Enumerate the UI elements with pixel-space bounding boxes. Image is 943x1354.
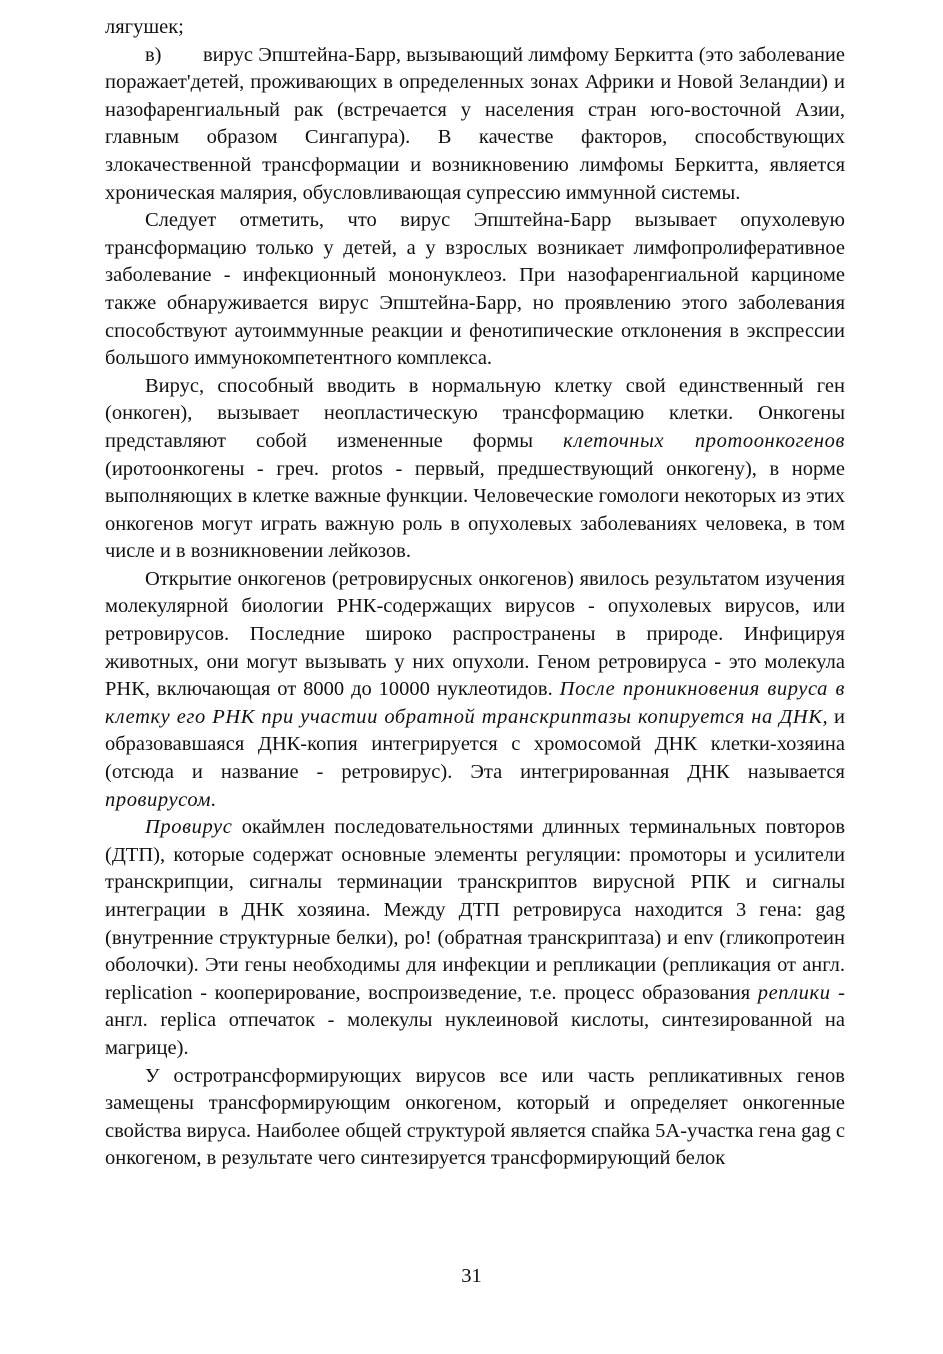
paragraph-oncogenes-text-a: Вирус, способный вводить в нормальную клетку свой единственный ген (онкоген), вызывает неопластическую трансформацию клетки. Онкогены представляют собой измененные формы <box>105 374 845 452</box>
paragraph-provirus <box>105 814 845 1062</box>
paragraph-retroviruses <box>105 566 845 814</box>
paragraph-oncogenes-text-b: (иротоонкогены - греч. protos - первый, предшествующий онкогену), в норме выполняющих в клетке важные функции. Человеческие гомологи некоторых из этих онкогенов могут играть важную роль в опухолевых заболеваниях человека, в том числе и в возникновении лейкозов. <box>105 457 845 563</box>
list-marker-v: в) <box>145 43 162 66</box>
paragraph-oncogenes <box>105 373 845 566</box>
list-item-v <box>105 42 845 208</box>
paragraph-provirus-text-a: окаймлен последовательностями длинных терминальных повторов (ДТП), которые содержат основные элементы регуляции: промоторы и усилители транскрипции, сигналы терминации транскриптов вирусной РПК и сигналы интеграции в ДНК хозяина. Между ДТП ретровируса находится 3 гена: gag (внутренние структурные белки), po! (обратная транскриптаза) и env (гликопротеин оболочки). Эти гены необходимы для инфекции и репликации (репликация от англ. replication - кооперирование, воспроизведение, т.е. процесс образования <box>105 816 845 1004</box>
page-number: 31 <box>461 1265 482 1287</box>
paragraph-retroviruses-text-a: Открытие онкогенов (ретровирусных онкогенов) явилось результатом изучения молекулярной биологии РНК-содержащих вирусов - опухолевых вирусов, или ретровирусов. Последние широко распространены в природе. Инфицируя животных, они могут вызывать у них опухоли. Геном ретровируса - это молекула РНК, включающая от 8000 до 10000 нуклеотидов. <box>105 567 845 701</box>
paragraph-transforming-viruses: У остротрансформирующих вирусов все или часть репликативных генов замещены трансформирующим онкогеном, который и определяет онкогенные свойства вируса. Наиболее общей структурой является спайка 5А-участка гена gag с онкогеном, в результате чего синтезируется трансформирующий белок <box>105 1064 845 1170</box>
emphasis-reverse-transcription: После проникновения вируса в клетку его РНК при участии обратной транскриптазы копируется на ДНК, <box>105 678 846 728</box>
emphasis-provirus-term: Провирус <box>145 816 233 839</box>
list-item-v-text: вирус Эпштейна-Барр, вызывающий лимфому Беркитта (это заболевание поражает'детей, проживающих в определенных зонах Африки и Новой Зеландии) и назофаренгиальный рак (встречается у населения стран юго-восточной Азии, главным образом Сингапура). В качестве факторов, способствующих злокачественной трансформации и возникновению лимфомы Беркитта, является хроническая малярия, обусловливающая супрессию иммунной системы. <box>105 43 845 204</box>
paragraph-provirus-text-b: - англ. replica отпечаток - молекулы нуклеиновой кислоты, синтезированной на магрице). <box>105 981 845 1059</box>
paragraph-epstein-barr: Следует отметить, что вирус Эпштейна-Барр вызывает опухолевую трансформацию только у детей, а у взрослых возникает лимфопролиферативное заболевание - инфекционный мононуклеоз. При назофаренгиальной карциноме также обнаруживается вирус Эпштейна-Барр, но проявлению этого заболевания способствуют аутоиммунные реакции и фенотипические отклонения в экспрессии большого иммунокомпетентного комплекса. <box>105 209 845 370</box>
emphasis-protooncogenes: клеточных протоонкогенов <box>563 429 845 452</box>
document-page <box>105 14 845 1173</box>
emphasis-replica: реплики <box>757 981 831 1004</box>
text-line-frogs: лягушек; <box>105 16 184 38</box>
paragraph-retroviruses-text-b: и образовавшаяся ДНК-копия интегрируется с хромосомой ДНК клетки-хозяина (отсюда и название - ретровирус). Эта интегрированная ДНК называется <box>105 705 845 784</box>
emphasis-provirus: провирусом. <box>105 788 217 811</box>
